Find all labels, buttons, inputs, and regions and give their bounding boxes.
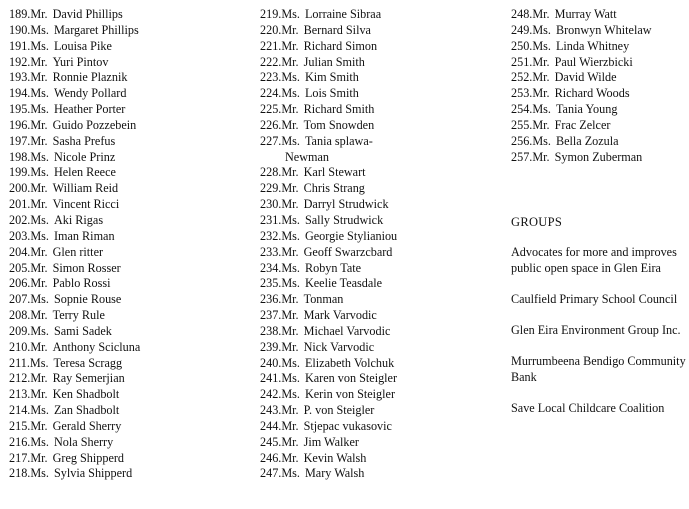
entry-name: Simon Rosser (52, 260, 121, 275)
entry-number: 216. (9, 434, 31, 449)
entry-name: Guido Pozzebein (52, 117, 137, 132)
entry-title: Mr. (281, 418, 299, 433)
signatory-entry (260, 371, 480, 387)
signatory-entry (260, 134, 480, 166)
entry-number: 224. (260, 86, 282, 101)
entry-name: Sopnie Rouse (53, 292, 122, 307)
signatory-entry (9, 356, 219, 372)
signatory-entry (511, 70, 689, 86)
entry-number: 221. (260, 38, 282, 53)
signatory-entry (9, 435, 219, 451)
entry-name-continuation: Newman (285, 149, 329, 164)
entry-number: 202. (9, 212, 31, 227)
entry-name: Richard Smith (303, 102, 375, 117)
entry-name: Bronwyn Whitelaw (555, 22, 652, 37)
signatory-entry (511, 134, 689, 150)
entry-title: Mr. (281, 22, 299, 37)
entry-name: Heather Porter (53, 102, 126, 117)
entry-name: Richard Woods (554, 86, 630, 101)
entry-title: Ms. (281, 276, 300, 291)
entry-title: Ms. (30, 434, 49, 449)
signatory-entry (260, 340, 480, 356)
entry-name: William Reid (52, 181, 119, 196)
signatory-entry (511, 150, 689, 166)
entry-title: Mr. (532, 70, 550, 85)
entry-number: 231. (260, 212, 282, 227)
signatory-entry (9, 197, 219, 213)
entry-title: Ms. (281, 228, 300, 243)
entry-number: 212. (9, 371, 31, 386)
entry-name: Stjepac vukasovic (303, 418, 392, 433)
entry-number: 228. (260, 165, 282, 180)
signatory-entry (260, 55, 480, 71)
entry-number: 205. (9, 260, 31, 275)
entry-name: Kevin Walsh (303, 450, 367, 465)
entry-name: Tonman (303, 292, 344, 307)
signatory-entry (260, 7, 480, 23)
signatory-entry (9, 181, 219, 197)
signatory-entry (9, 324, 219, 340)
entry-name: Bella Zozula (555, 133, 619, 148)
entry-number: 249. (511, 22, 533, 37)
entry-number: 240. (260, 355, 282, 370)
entry-number: 235. (260, 276, 282, 291)
signatory-entry (9, 261, 219, 277)
entry-name: Keelie Teasdale (304, 276, 383, 291)
entry-title: Mr. (30, 276, 48, 291)
signatory-entry (260, 39, 480, 55)
signatory-entry (260, 181, 480, 197)
entry-name: Tania splawa- (304, 133, 373, 148)
entry-title: Ms. (281, 355, 300, 370)
entry-name: Sasha Prefus (52, 133, 116, 148)
entry-name: Pablo Rossi (52, 276, 111, 291)
entry-name: Sylvia Shipperd (53, 466, 133, 481)
signatory-entry (9, 102, 219, 118)
signatory-entry (9, 466, 219, 482)
entry-number: 214. (9, 403, 31, 418)
entry-name: David Wilde (554, 70, 617, 85)
entry-title: Mr. (281, 450, 299, 465)
entry-name: Aki Rigas (53, 212, 104, 227)
entry-name: Geoff Swarzcbard (303, 244, 393, 259)
entry-number: 191. (9, 38, 31, 53)
entry-title: Ms. (30, 22, 49, 37)
entry-name: Georgie Stylianiou (304, 228, 398, 243)
entry-title: Ms. (281, 466, 300, 481)
entry-title: Mr. (30, 133, 48, 148)
entry-title: Mr. (281, 165, 299, 180)
entry-name: Gerald Sherry (52, 418, 122, 433)
entry-number: 242. (260, 387, 282, 402)
signatory-entry (9, 371, 219, 387)
signatory-entry (9, 134, 219, 150)
group-item: Advocates for more and improves public open space in Glen Eira (511, 245, 677, 275)
entry-title: Ms. (281, 371, 300, 386)
entry-number: 229. (260, 181, 282, 196)
entry-title: Mr. (30, 70, 48, 85)
entry-number: 250. (511, 38, 533, 53)
entry-number: 245. (260, 434, 282, 449)
signatory-entry (511, 55, 689, 71)
entry-number: 255. (511, 117, 533, 132)
entry-title: Mr. (30, 181, 48, 196)
entry-title: Ms. (30, 86, 49, 101)
entry-title: Mr. (281, 339, 299, 354)
signatory-entry (9, 150, 219, 166)
signatory-list-column-2 (260, 7, 480, 482)
entry-number: 189. (9, 7, 31, 21)
entry-number: 233. (260, 244, 282, 259)
signatory-entry (260, 213, 480, 229)
entry-number: 213. (9, 387, 31, 402)
group-item: Glen Eira Environment Group Inc. (511, 323, 681, 337)
entry-number: 236. (260, 292, 282, 307)
entry-title: Ms. (30, 212, 49, 227)
entry-number: 210. (9, 339, 31, 354)
signatory-entry (260, 466, 480, 482)
signatory-entry (260, 245, 480, 261)
entry-number: 243. (260, 403, 282, 418)
entry-number: 208. (9, 308, 31, 323)
entry-title: Mr. (30, 244, 48, 259)
signatory-entry (511, 86, 689, 102)
signatory-entry (260, 292, 480, 308)
entry-title: Ms. (281, 212, 300, 227)
entry-title: Ms. (30, 38, 49, 53)
entry-number: 247. (260, 466, 282, 481)
entry-title: Ms. (30, 403, 49, 418)
entry-title: Mr. (30, 339, 48, 354)
entry-number: 201. (9, 197, 31, 212)
entry-number: 200. (9, 181, 31, 196)
signatory-entry (260, 451, 480, 467)
signatory-entry (9, 292, 219, 308)
signatory-entry (9, 23, 219, 39)
signatory-entry (9, 7, 219, 23)
signatory-entry (260, 229, 480, 245)
signatory-entry (9, 213, 219, 229)
entry-title: Mr. (281, 54, 299, 69)
signatory-entry (511, 7, 689, 23)
entry-name: Richard Simon (303, 38, 378, 53)
entry-number: 193. (9, 70, 31, 85)
entry-name: Sami Sadek (53, 323, 112, 338)
signatory-entry (511, 118, 689, 134)
entry-number: 195. (9, 102, 31, 117)
entry-number: 253. (511, 86, 533, 101)
signatory-entry (260, 197, 480, 213)
entry-title: Mr. (30, 260, 48, 275)
signatory-entry (511, 39, 689, 55)
signatory-entry (260, 23, 480, 39)
group-item: Save Local Childcare Coalition (511, 401, 665, 415)
signatory-entry (260, 70, 480, 86)
entry-number: 256. (511, 133, 533, 148)
entry-title: Ms. (281, 70, 300, 85)
entry-title: Mr. (532, 7, 550, 21)
signatory-entry (511, 23, 689, 39)
entry-name: Ray Semerjian (52, 371, 125, 386)
entry-title: Mr. (30, 197, 48, 212)
entry-title: Mr. (281, 102, 299, 117)
entry-title: Mr. (30, 308, 48, 323)
entry-number: 234. (260, 260, 282, 275)
signatory-entry (9, 419, 219, 435)
entry-name: Darryl Strudwick (303, 197, 389, 212)
entry-number: 206. (9, 276, 31, 291)
entry-title: Mr. (281, 197, 299, 212)
entry-title: Mr. (281, 38, 299, 53)
entry-name: Lois Smith (304, 86, 359, 101)
entry-name: Anthony Scicluna (52, 339, 141, 354)
entry-number: 218. (9, 466, 31, 481)
entry-title: Ms. (281, 133, 300, 148)
entry-name: Kerin von Steigler (304, 387, 396, 402)
entry-title: Ms. (30, 102, 49, 117)
entry-name: Symon Zuberman (554, 149, 643, 164)
entry-number: 223. (260, 70, 282, 85)
entry-number: 241. (260, 371, 282, 386)
entry-title: Mr. (281, 292, 299, 307)
signatory-entry (260, 118, 480, 134)
entry-number: 232. (260, 228, 282, 243)
signatory-entry (260, 276, 480, 292)
entry-name: Mary Walsh (304, 466, 365, 481)
entry-title: Mr. (30, 7, 48, 21)
entry-title: Ms. (281, 7, 300, 21)
entry-number: 226. (260, 117, 282, 132)
entry-number: 194. (9, 86, 31, 101)
entry-name: Greg Shipperd (52, 450, 125, 465)
entry-name: Wendy Pollard (53, 86, 127, 101)
entry-number: 239. (260, 339, 282, 354)
signatory-entry (9, 340, 219, 356)
entry-number: 196. (9, 117, 31, 132)
entry-title: Mr. (30, 371, 48, 386)
group-item: Murrumbeena Bendigo Community Bank (511, 354, 686, 384)
entry-name: Kim Smith (304, 70, 359, 85)
entry-title: Ms. (29, 355, 49, 370)
entry-number: 192. (9, 54, 31, 69)
entry-name: Yuri Pintov (52, 54, 109, 69)
entry-name: Tania Young (555, 102, 618, 117)
entry-number: 237. (260, 308, 282, 323)
groups-heading: GROUPS (511, 215, 563, 229)
entry-title: Mr. (30, 387, 48, 402)
entry-number: 248. (511, 7, 533, 21)
entry-name: Jim Walker (303, 434, 359, 449)
entry-title: Mr. (30, 450, 48, 465)
signatory-entry (260, 86, 480, 102)
entry-title: Mr. (532, 54, 550, 69)
signatory-entry (9, 308, 219, 324)
entry-name: Ronnie Plaznik (52, 70, 128, 85)
entry-title: Ms. (281, 387, 300, 402)
entry-name: Murray Watt (554, 7, 617, 21)
entry-title: Mr. (281, 308, 299, 323)
entry-name: Nick Varvodic (303, 339, 375, 354)
entry-number: 197. (9, 133, 31, 148)
entry-number: 190. (9, 22, 31, 37)
entry-name: Margaret Phillips (53, 22, 139, 37)
entry-title: Ms. (532, 102, 551, 117)
entry-number: 207. (9, 292, 31, 307)
entry-title: Ms. (30, 323, 49, 338)
entry-name: P. von Steigler (303, 403, 375, 418)
signatory-entry (260, 261, 480, 277)
entry-name: Glen ritter (52, 244, 104, 259)
entry-title: Ms. (30, 228, 49, 243)
signatory-entry (9, 70, 219, 86)
entry-title: Ms. (30, 292, 49, 307)
signatory-entry (9, 165, 219, 181)
entry-title: Mr. (281, 323, 299, 338)
entry-title: Ms. (30, 466, 49, 481)
group-item: Caulfield Primary School Council (511, 292, 678, 306)
signatory-entry (260, 308, 480, 324)
signatory-entry (9, 39, 219, 55)
entry-number: 230. (260, 197, 282, 212)
entry-title: Mr. (281, 181, 299, 196)
signatory-entry (9, 387, 219, 403)
entry-title: Mr. (30, 418, 48, 433)
entry-name: Terry Rule (52, 308, 105, 323)
entry-name: Helen Reece (53, 165, 116, 180)
entry-title: Ms. (532, 22, 551, 37)
signatory-entry (9, 451, 219, 467)
entry-number: 203. (9, 228, 31, 243)
entry-name: Karen von Steigler (304, 371, 398, 386)
entry-number: 227. (260, 133, 282, 148)
entry-number: 246. (260, 450, 282, 465)
entry-name: Lorraine Sibraa (304, 7, 382, 21)
entry-name: Linda Whitney (555, 38, 630, 53)
entry-name: Frac Zelcer (554, 117, 611, 132)
entry-title: Ms. (281, 86, 300, 101)
signatory-entry (260, 356, 480, 372)
entry-number: 252. (511, 70, 533, 85)
signatory-entry (9, 229, 219, 245)
entry-number: 209. (9, 323, 31, 338)
signatory-entry (260, 435, 480, 451)
entry-number: 220. (260, 22, 282, 37)
signatory-entry (9, 118, 219, 134)
entry-number: 204. (9, 244, 31, 259)
entry-name: Vincent Ricci (52, 197, 120, 212)
entry-name: Teresa Scragg (53, 355, 123, 370)
signatory-entry (9, 245, 219, 261)
entry-name: Iman Riman (53, 228, 115, 243)
entry-name: David Phillips (52, 7, 123, 21)
entry-title: Mr. (281, 117, 299, 132)
entry-number: 225. (260, 102, 282, 117)
entry-title: Ms. (532, 133, 551, 148)
entry-title: Mr. (532, 117, 550, 132)
signatory-entry (9, 86, 219, 102)
entry-number: 254. (511, 102, 533, 117)
entry-name: Tom Snowden (303, 117, 375, 132)
signatory-entry (260, 403, 480, 419)
entry-title: Mr. (30, 117, 48, 132)
entry-title: Ms. (532, 38, 551, 53)
signatory-entry (9, 403, 219, 419)
entry-number: 251. (511, 54, 533, 69)
signatory-entry (9, 276, 219, 292)
entry-number: 238. (260, 323, 282, 338)
signatory-entry (511, 102, 689, 118)
entry-name: Sally Strudwick (304, 212, 384, 227)
entry-title: Mr. (532, 149, 550, 164)
entry-name: Robyn Tate (304, 260, 362, 275)
entry-name: Nola Sherry (53, 434, 114, 449)
entry-name: Mark Varvodic (303, 308, 377, 323)
entry-name: Paul Wierzbicki (554, 54, 633, 69)
entry-number: 199. (9, 165, 31, 180)
entry-title: Ms. (30, 165, 49, 180)
entry-name: Bernard Silva (303, 22, 371, 37)
signatory-entry (260, 165, 480, 181)
entry-title: Mr. (281, 403, 299, 418)
entry-name: Nicole Prinz (53, 149, 116, 164)
entry-number: 217. (9, 450, 31, 465)
entry-number: 215. (9, 418, 31, 433)
entry-name: Louisa Pike (53, 38, 112, 53)
entry-name: Ken Shadbolt (52, 387, 120, 402)
entry-name: Michael Varvodic (303, 323, 391, 338)
signatory-entry (260, 324, 480, 340)
entry-number: 198. (9, 149, 31, 164)
entry-name: Chris Strang (303, 181, 365, 196)
entry-name: Karl Stewart (303, 165, 366, 180)
entry-number: 211. (9, 355, 30, 370)
entry-number: 257. (511, 149, 533, 164)
signatory-list-column-3 (511, 7, 689, 165)
entry-number: 222. (260, 54, 282, 69)
entry-name: Julian Smith (303, 54, 365, 69)
entry-name: Elizabeth Volchuk (304, 355, 395, 370)
entry-number: 244. (260, 418, 282, 433)
entry-title: Mr. (30, 54, 48, 69)
entry-number: 219. (260, 7, 282, 21)
signatory-entry (260, 387, 480, 403)
signatory-entry (260, 419, 480, 435)
signatory-list-column-1 (9, 7, 219, 482)
entry-title: Ms. (30, 149, 49, 164)
entry-title: Mr. (532, 86, 550, 101)
entry-title: Ms. (281, 260, 300, 275)
entry-title: Mr. (281, 244, 299, 259)
entry-title: Mr. (281, 434, 299, 449)
entry-name: Zan Shadbolt (53, 403, 120, 418)
signatory-entry (260, 102, 480, 118)
groups-section (511, 215, 689, 431)
signatory-entry (9, 55, 219, 71)
